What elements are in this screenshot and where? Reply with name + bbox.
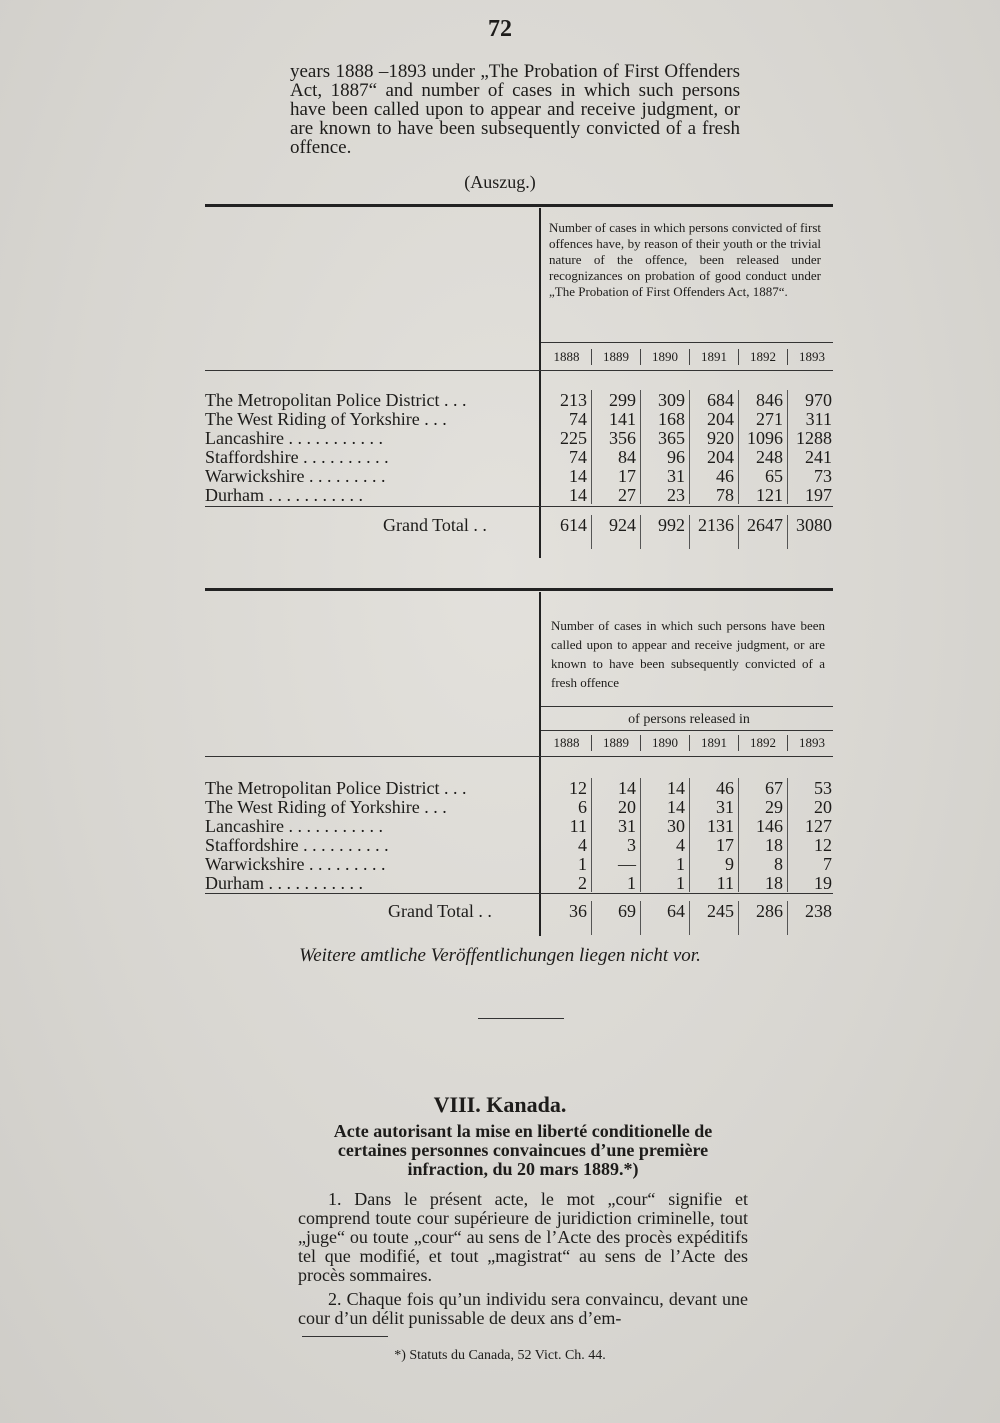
value-cell: 20 <box>787 797 836 816</box>
row-label: Durham . . . . . . . . . . . <box>205 873 363 893</box>
value-cell: 309 <box>640 390 689 409</box>
value-cell: 12 <box>787 835 836 854</box>
row-label: Warwickshire . . . . . . . . . <box>205 466 386 486</box>
value-cell: 73 <box>787 466 836 485</box>
grand-total-label: Grand Total . . <box>383 515 487 535</box>
header-rule <box>541 706 833 707</box>
total-cell: 64 <box>640 901 689 935</box>
body-top-rule <box>205 756 833 757</box>
value-cell: 74 <box>569 447 587 467</box>
header-rule <box>541 342 833 343</box>
value-cell: 225 <box>560 428 587 448</box>
grand-total-row <box>542 515 836 549</box>
grand-total-label: Grand Total . . <box>388 901 492 921</box>
value-cell: 11 <box>689 873 738 892</box>
value-cell: 96 <box>640 447 689 466</box>
row-label: Lancashire . . . . . . . . . . . <box>205 428 383 448</box>
value-cell: 197 <box>787 485 836 504</box>
grand-total-row <box>542 901 836 935</box>
total-cell: 36 <box>569 901 587 921</box>
table-row <box>205 835 833 854</box>
table-row <box>205 409 833 428</box>
year-cell: 1890 <box>640 349 689 365</box>
total-rule <box>205 506 833 507</box>
value-cell: 204 <box>689 447 738 466</box>
table-top-rule <box>205 204 833 207</box>
total-cell: 992 <box>640 515 689 549</box>
value-cell: 204 <box>689 409 738 428</box>
value-cell: 18 <box>738 835 787 854</box>
sub-header: of persons released in <box>628 712 750 727</box>
value-cell: 46 <box>689 466 738 485</box>
value-cell: 2 <box>578 873 587 893</box>
paragraph-2: 2. Chaque fois qu’un individu sera convaincu, devant une cour d’un délit punissable de deux ans d’em- <box>298 1289 748 1328</box>
value-cell: 78 <box>689 485 738 504</box>
total-cell: 3080 <box>787 515 836 549</box>
reconviction-table <box>205 588 833 940</box>
row-label: The West Riding of Yorkshire . . . <box>205 797 447 817</box>
paragraph-1: 1. Dans le présent acte, le mot „cour“ signifie et comprend toute cour supérieure de juridiction criminelle, tout „juge“ ou toute „cour“ au sens de l’Acte des procès expéditifs tel que modifié, et tout „magistrat“ au sens de l’Acte des procès sommaires. <box>298 1189 748 1285</box>
sub-header-rule <box>541 730 833 731</box>
value-cell: 213 <box>560 390 587 410</box>
official-publications-remark: Weitere amtliche Veröffentlichungen liegen nicht vor. <box>299 945 701 966</box>
year-cell: 1893 <box>787 735 836 751</box>
row-label: Lancashire . . . . . . . . . . . <box>205 816 383 836</box>
column-header: Number of cases in which persons convicted of first offences have, by reason of their youth or the trivial nature of the offence, been released under recognizances on probation of good conduct under „The Probation of First Offenders Act, 1887“. <box>549 220 821 299</box>
value-cell: 6 <box>578 797 587 817</box>
row-label: Staffordshire . . . . . . . . . . <box>205 835 389 855</box>
value-cell: 146 <box>738 816 787 835</box>
intro-paragraph: years 1888 –1893 under „The Probation of First Offenders Act, 1887“ and number of cases in which such persons have been called upon to appear and receive judgment, or are known to have been subsequently convicted of a fresh offence. <box>290 61 740 158</box>
year-cell: 1892 <box>738 349 787 365</box>
row-label: Warwickshire . . . . . . . . . <box>205 854 386 874</box>
table-row <box>205 797 833 816</box>
table-top-rule <box>205 588 833 591</box>
table-row <box>205 485 833 504</box>
value-cell: 20 <box>591 797 640 816</box>
value-cell: 1096 <box>738 428 787 447</box>
body-top-rule <box>205 370 833 371</box>
table-row <box>205 778 833 797</box>
year-cell: 1889 <box>591 735 640 751</box>
column-header: Number of cases in which such persons have been called upon to appear and receive judgment, or are known to have been subsequently convicted of a fresh offence <box>551 618 825 690</box>
row-label: Durham . . . . . . . . . . . <box>205 485 363 505</box>
year-header-row <box>542 349 836 365</box>
value-cell: 131 <box>689 816 738 835</box>
value-cell: 1 <box>578 854 587 874</box>
value-cell: 1 <box>591 873 640 892</box>
year-cell: 1892 <box>738 735 787 751</box>
auszug-label: (Auszug.) <box>464 172 536 192</box>
year-cell: 1891 <box>689 349 738 365</box>
value-cell: 17 <box>591 466 640 485</box>
act-title: Acte autorisant la mise en liberté conditionelle de certaines personnes convaincues d’une première infraction, du 20 mars 1889.*) <box>333 1121 713 1179</box>
value-cell: 141 <box>591 409 640 428</box>
year-cell: 1891 <box>689 735 738 751</box>
value-cell: 8 <box>738 854 787 873</box>
value-cell: 31 <box>689 797 738 816</box>
year-cell: 1893 <box>787 349 836 365</box>
row-label: The West Riding of Yorkshire . . . <box>205 409 447 429</box>
value-cell: 121 <box>738 485 787 504</box>
value-cell: 970 <box>787 390 836 409</box>
value-cell: 1288 <box>787 428 836 447</box>
table-row <box>205 390 833 409</box>
table-row <box>205 466 833 485</box>
total-cell: 238 <box>787 901 836 935</box>
value-cell: 67 <box>738 778 787 797</box>
value-cell: 12 <box>569 778 587 798</box>
value-cell: 29 <box>738 797 787 816</box>
value-cell: 18 <box>738 873 787 892</box>
value-cell: 46 <box>689 778 738 797</box>
footnote: *) Statuts du Canada, 52 Vict. Ch. 44. <box>394 1348 606 1363</box>
value-cell: 299 <box>591 390 640 409</box>
value-cell: 271 <box>738 409 787 428</box>
value-cell: 241 <box>787 447 836 466</box>
section-divider <box>478 1018 564 1019</box>
total-cell: 286 <box>738 901 787 935</box>
year-cell: 1889 <box>591 349 640 365</box>
value-cell: 4 <box>578 835 587 855</box>
table-row <box>205 873 833 892</box>
value-cell: 1 <box>640 854 689 873</box>
table-row <box>205 816 833 835</box>
value-cell: 14 <box>569 485 587 505</box>
value-cell: 23 <box>640 485 689 504</box>
value-cell: 920 <box>689 428 738 447</box>
year-cell: 1890 <box>640 735 689 751</box>
value-cell: 248 <box>738 447 787 466</box>
value-cell: 30 <box>640 816 689 835</box>
row-label: The Metropolitan Police District . . . <box>205 390 467 410</box>
value-cell: 17 <box>689 835 738 854</box>
value-cell: 14 <box>569 466 587 486</box>
footnote-rule <box>302 1336 388 1337</box>
value-cell: 684 <box>689 390 738 409</box>
value-cell: — <box>591 854 640 873</box>
section-heading: VIII. Kanada. <box>433 1092 567 1117</box>
table-row <box>205 854 833 873</box>
value-cell: 311 <box>787 409 836 428</box>
page-number: 72 <box>488 16 512 42</box>
total-cell: 2136 <box>689 515 738 549</box>
total-rule <box>205 893 833 894</box>
value-cell: 19 <box>787 873 836 892</box>
value-cell: 127 <box>787 816 836 835</box>
value-cell: 84 <box>591 447 640 466</box>
total-cell: 2647 <box>738 515 787 549</box>
table-row <box>205 447 833 466</box>
value-cell: 356 <box>591 428 640 447</box>
value-cell: 14 <box>640 778 689 797</box>
value-cell: 9 <box>689 854 738 873</box>
value-cell: 14 <box>591 778 640 797</box>
value-cell: 14 <box>640 797 689 816</box>
value-cell: 53 <box>787 778 836 797</box>
value-cell: 3 <box>591 835 640 854</box>
value-cell: 31 <box>591 816 640 835</box>
value-cell: 31 <box>640 466 689 485</box>
probation-releases-table <box>205 204 833 558</box>
value-cell: 74 <box>569 409 587 429</box>
total-cell: 69 <box>591 901 640 935</box>
value-cell: 65 <box>738 466 787 485</box>
total-cell: 245 <box>689 901 738 935</box>
value-cell: 1 <box>640 873 689 892</box>
value-cell: 11 <box>569 816 587 836</box>
table-row <box>205 428 833 447</box>
year-cell: 1888 <box>553 349 580 364</box>
row-label: The Metropolitan Police District . . . <box>205 778 467 798</box>
value-cell: 7 <box>787 854 836 873</box>
total-cell: 924 <box>591 515 640 549</box>
value-cell: 168 <box>640 409 689 428</box>
value-cell: 846 <box>738 390 787 409</box>
row-label: Staffordshire . . . . . . . . . . <box>205 447 389 467</box>
year-cell: 1888 <box>553 735 580 750</box>
total-cell: 614 <box>560 515 587 535</box>
year-header-row <box>542 735 836 751</box>
value-cell: 4 <box>640 835 689 854</box>
value-cell: 27 <box>591 485 640 504</box>
value-cell: 365 <box>640 428 689 447</box>
